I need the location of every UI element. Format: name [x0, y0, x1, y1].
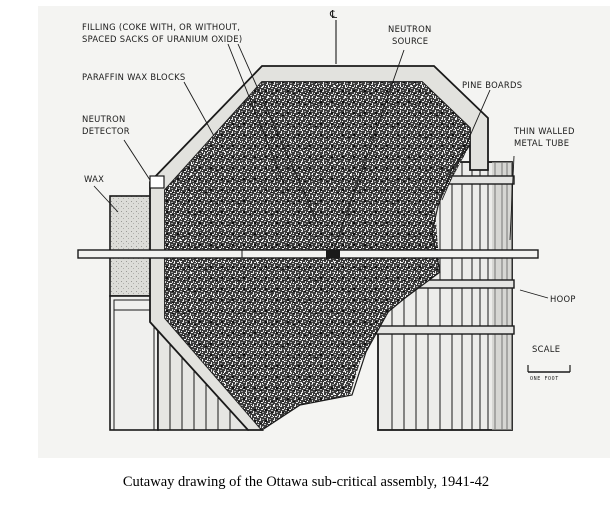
- pine-boards-label: PINE BOARDS: [462, 80, 523, 90]
- neutron-source-marker: [326, 250, 340, 258]
- paraffin-wax-label: PARAFFIN WAX BLOCKS: [82, 72, 186, 82]
- filling-label-line1: FILLING (COKE WITH, OR WITHOUT,: [82, 22, 241, 32]
- neutron-source-label-line1: NEUTRON: [388, 24, 432, 34]
- neutron-source-label-line2: SOURCE: [392, 36, 429, 46]
- figure-caption: Cutaway drawing of the Ottawa sub-critical assembly, 1941-42: [122, 474, 490, 490]
- thin-tube-label-line1: THIN WALLED: [514, 126, 575, 136]
- scale-label: SCALE: [532, 344, 561, 354]
- neutron-detector-label-line2: DETECTOR: [82, 126, 130, 136]
- thin-walled-metal-tube: [78, 250, 538, 258]
- detector-housing: [150, 176, 164, 188]
- hoop-label: HOOP: [550, 294, 576, 304]
- scale-unit-label: ONE FOOT: [530, 376, 559, 382]
- thin-tube-label-line2: METAL TUBE: [514, 138, 570, 148]
- wax-label: WAX: [84, 174, 105, 184]
- centerline-symbol: ℄: [330, 8, 338, 21]
- neutron-detector-label-line1: NEUTRON: [82, 114, 126, 124]
- hoop-band-lower: [376, 326, 514, 334]
- filling-label-line2: SPACED SACKS OF URANIUM OXIDE): [82, 34, 243, 44]
